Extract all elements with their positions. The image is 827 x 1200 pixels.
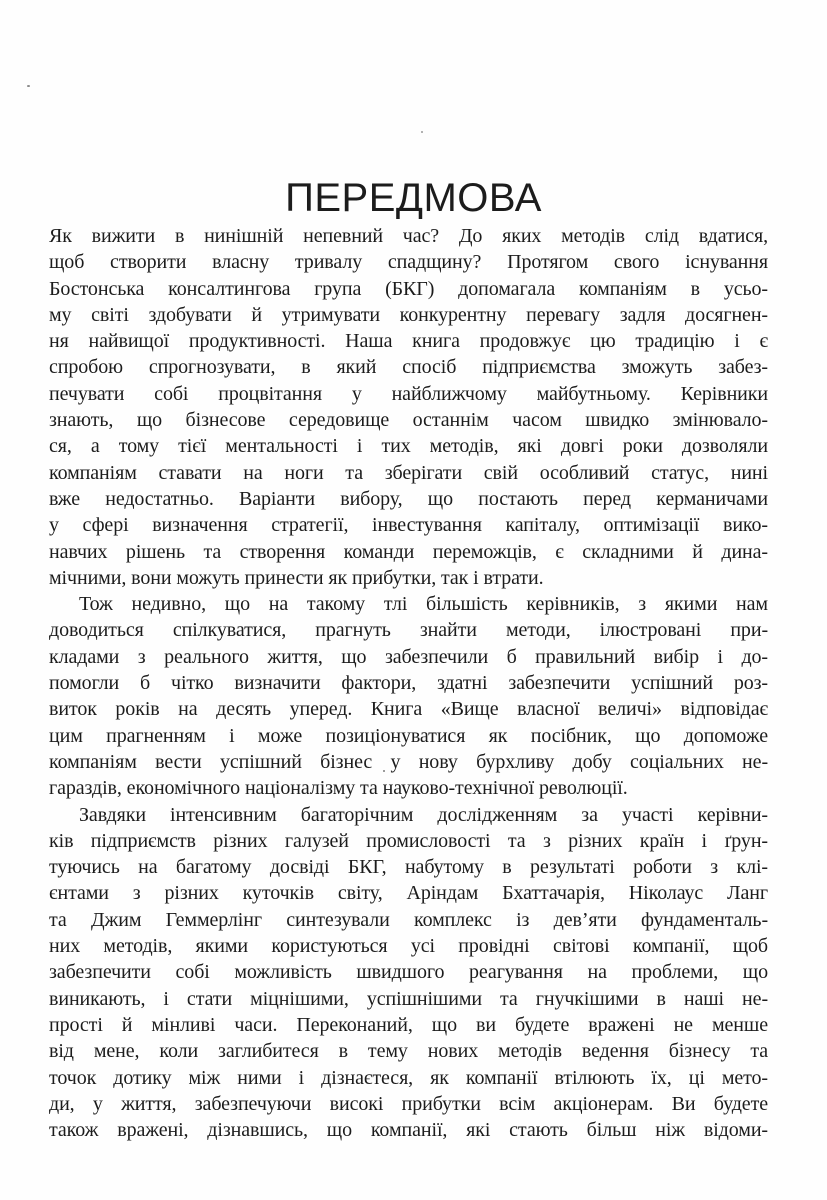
text-line: виникають, і стати міцнішими, успішнішими та гнучкішими в наші не-: [49, 987, 768, 1010]
text-line: також вражені, дізнавшись, що компанії, які стають більш ніж відоми-: [49, 1119, 768, 1142]
text-line: компаніям вести успішний бізнес у нову бурхливу добу соціальних не-: [49, 750, 768, 773]
paragraph-3: [49, 802, 768, 1144]
text-line: та Джим Геммерлінг синтезували комплекс із дев’яти фундаменталь-: [49, 908, 768, 931]
text-line: ків підприємств різних галузей промисловості та з різних країн і ґрун-: [49, 829, 768, 852]
text-line: у сфері визначення стратегії, інвестування капіталу, оптимізації вико-: [49, 514, 768, 537]
text-line: виток років на десять уперед. Книга «Вище власної величі» відповідає: [49, 698, 768, 721]
scan-speck: [421, 131, 423, 133]
text-line: компаніям ставати на ноги та зберігати свій особливий статус, нині: [49, 461, 768, 484]
text-line: них методів, якими користуються усі провідні світові компанії, щоб: [49, 935, 768, 958]
text-line: мічними, вони можуть принести як прибутки, так і втрати.: [49, 566, 544, 589]
text-line: кладами з реального життя, що забезпечили б правильний вибір і до-: [49, 645, 768, 668]
paragraph-2: [49, 591, 768, 801]
text-line: туючись на багатому досвіді БКГ, набутому в результаті роботи з клі-: [49, 856, 768, 879]
text-line: вже недостатньо. Варіанти вибору, що постають перед керманичами: [49, 487, 768, 510]
text-line: Завдяки інтенсивним багаторічним дослідженням за участі керівни-: [79, 803, 768, 826]
text-line: ди, у життя, забезпечуючи високі прибутки всім акціонерам. Ви будете: [49, 1092, 768, 1115]
text-line: навчих рішень та створення команди переможців, є складними й дина-: [49, 540, 768, 563]
text-line: знають, що бізнесове середовище останнім часом швидко змінювало-: [49, 409, 768, 432]
text-line: печувати собі процвітання у найближчому майбутньому. Керівники: [49, 382, 768, 405]
text-line: спробою спрогнозувати, в який спосіб підприємства зможуть забез-: [49, 356, 768, 379]
body-text: [49, 223, 768, 1143]
text-line: точок дотику між ними і дізнаєтеся, як компанії втілюють їх, ці мето-: [49, 1066, 768, 1089]
text-line: щоб створити власну тривалу спадщину? Протягом свого існування: [49, 251, 768, 274]
page-title: ПЕРЕДМОВА: [285, 175, 542, 220]
text-line: цим прагненням і може позиціонуватися як посібник, що допоможе: [49, 724, 768, 747]
text-line: Тож недивно, що на такому тлі більшість керівників, з якими нам: [79, 593, 768, 616]
text-line: доводиться спілкуватися, прагнуть знайти методи, ілюстровані при-: [49, 619, 768, 642]
text-line: забезпечити собі можливість швидшого реагування на проблеми, що: [49, 961, 768, 984]
paragraph-1: [49, 223, 768, 591]
text-line: ня найвищої продуктивності. Наша книга продовжує цю традицію і є: [49, 330, 768, 353]
text-line: ся, а тому тієї ментальності і тих методів, які довгі роки дозволяли: [49, 435, 768, 458]
text-line: му світі здобувати й утримувати конкурентну перевагу задля досягнен-: [49, 303, 768, 326]
text-line: Як вижити в нинішній непевний час? До яких методів слід вдатися,: [49, 225, 768, 247]
text-line: прості й мінливі часи. Переконаний, що ви будете вражені не менше: [49, 1013, 768, 1036]
text-line: єнтами з різних куточків світу, Аріндам Бхаттачарія, Ніколаус Ланг: [49, 882, 768, 905]
text-line: від мене, коли заглибитеся в тему нових методів ведення бізнесу та: [49, 1040, 768, 1063]
text-line: помогли б чітко визначити фактори, здатні забезпечити успішний роз-: [49, 672, 768, 695]
text-line: Бостонська консалтингова група (БКГ) допомагала компаніям в усьо-: [49, 277, 768, 300]
scan-speck: [27, 85, 30, 87]
text-line: гараздів, економічного націоналізму та науково-технічної революції.: [49, 777, 628, 800]
